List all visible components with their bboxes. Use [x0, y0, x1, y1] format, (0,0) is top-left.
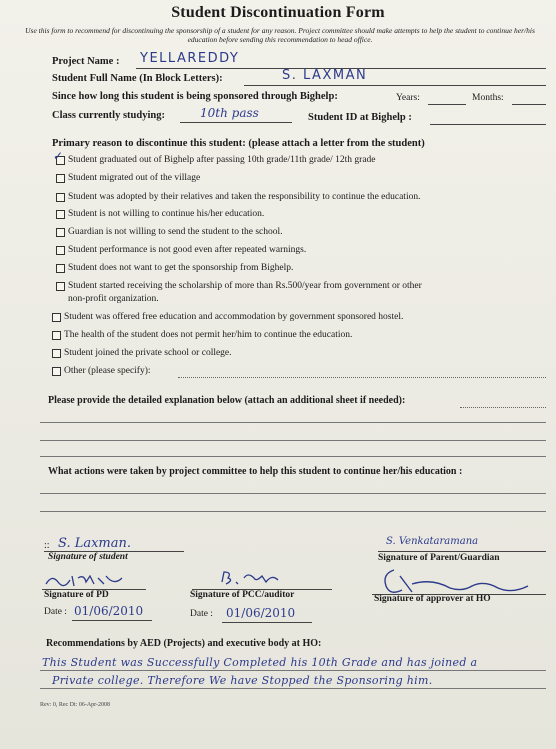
reason-label-10: The health of the student does not permit her/him to continue the education.: [64, 330, 353, 340]
reason-label-8-cont: non-profit organization.: [68, 294, 159, 304]
actions-line-1[interactable]: [40, 493, 546, 494]
student-name-value[interactable]: S. LAXMAN: [282, 68, 368, 83]
reason-label-6: Student performance is not good even after repeated warnings.: [68, 245, 307, 255]
project-name-value[interactable]: YELLAREDDY: [140, 51, 240, 66]
recommendations-line-2: Private college. Therefore We have Stopped the Sponsoring him.: [52, 674, 433, 687]
checkmark-icon: ✓: [53, 149, 64, 163]
pd-date-label: Date :: [44, 607, 67, 617]
project-name-label: Project Name :: [52, 56, 120, 67]
reason-checkbox-5[interactable]: [56, 228, 65, 237]
student-id-label: Student ID at Bighelp :: [308, 112, 412, 123]
reason-label-2: Student migrated out of the village: [68, 173, 201, 183]
reason-label-11: Student joined the private school or college.: [64, 348, 232, 358]
reason-label-5: Guardian is not willing to send the student to the school.: [68, 227, 283, 237]
reason-label-7: Student does not want to get the sponsorship from Bighelp.: [68, 263, 294, 273]
recommendations-line-1: This Student was Successfully Completed his 10th Grade and has joined a: [42, 656, 478, 669]
pd-signature: [44, 572, 144, 590]
class-value[interactable]: 10th pass: [200, 106, 259, 120]
since-label: Since how long this student is being sponsored through Bighelp:: [52, 91, 338, 102]
student-signature-label: Signature of student: [48, 552, 128, 562]
reason-label-1: Student graduated out of Bighelp after passing 10th grade/11th grade/ 12th grade: [68, 155, 376, 165]
reason-label-4: Student is not willing to continue his/her education.: [68, 209, 265, 219]
approver-signature-label: Signature of approver at HO: [374, 594, 491, 604]
reason-checkbox-6[interactable]: [56, 246, 65, 255]
pd-date-value[interactable]: 01/06/2010: [74, 604, 144, 618]
reason-label-8: Student started receiving the scholarship of more than Rs.500/year from government or other: [68, 281, 422, 291]
reason-checkbox-10[interactable]: [52, 331, 61, 340]
footer-revision: Rev: 0, Rec Dt: 06-Apr-2008: [40, 702, 111, 708]
reason-checkbox-12[interactable]: [52, 367, 61, 376]
years-label: Years:: [396, 93, 420, 103]
explanation-line-1[interactable]: [40, 422, 546, 423]
reason-label-12: Other (please specify):: [64, 366, 151, 376]
reason-checkbox-11[interactable]: [52, 349, 61, 358]
reason-label-9: Student was offered free education and accommodation by government sponsored hostel.: [64, 312, 404, 322]
other-specify-line[interactable]: [178, 377, 546, 378]
colon-mark: ::: [44, 540, 50, 551]
form-title: Student Discontinuation Form: [171, 4, 385, 21]
pcc-signature-label: Signature of PCC/auditor: [190, 590, 295, 600]
reason-label-3: Student was adopted by their relatives and taken the responsibility to continue the education.: [68, 192, 421, 202]
reason-checkbox-4[interactable]: [56, 210, 65, 219]
reason-checkbox-2[interactable]: [56, 174, 65, 183]
pcc-date-value[interactable]: 01/06/2010: [226, 606, 296, 620]
explanation-label: Please provide the detailed explanation below (attach an additional sheet if needed):: [48, 395, 406, 406]
pd-signature-label: Signature of PD: [44, 590, 109, 600]
actions-line-2[interactable]: [40, 511, 546, 512]
reason-checkbox-7[interactable]: [56, 264, 65, 273]
student-name-label: Student Full Name (In Block Letters):: [52, 73, 223, 84]
parent-signature: S. Venkataramana: [386, 536, 479, 547]
reasons-heading: Primary reason to discontinue this student: (please attach a letter from the student): [52, 138, 425, 149]
explanation-line-3[interactable]: [40, 456, 546, 457]
months-label: Months:: [472, 93, 504, 103]
parent-signature-label: Signature of Parent/Guardian: [378, 553, 500, 563]
recommendations-label: Recommendations by AED (Projects) and executive body at HO:: [46, 638, 322, 649]
reason-checkbox-9[interactable]: [52, 313, 61, 322]
actions-label: What actions were taken by project committee to help this student to continue her/his education :: [48, 466, 463, 477]
reason-checkbox-3[interactable]: [56, 193, 65, 202]
reason-checkbox-8[interactable]: [56, 282, 65, 291]
form-instructions: Use this form to recommend for discontinuing the sponsorship of a student for any reason. Project committee should make attempts to help the student to continue her/his education before sending this recommendation to head office.: [25, 26, 535, 44]
pcc-date-label: Date :: [190, 609, 213, 619]
class-label: Class currently studying:: [52, 110, 165, 121]
explanation-line-2[interactable]: [40, 440, 546, 441]
student-signature: S. Laxman.: [58, 536, 132, 551]
